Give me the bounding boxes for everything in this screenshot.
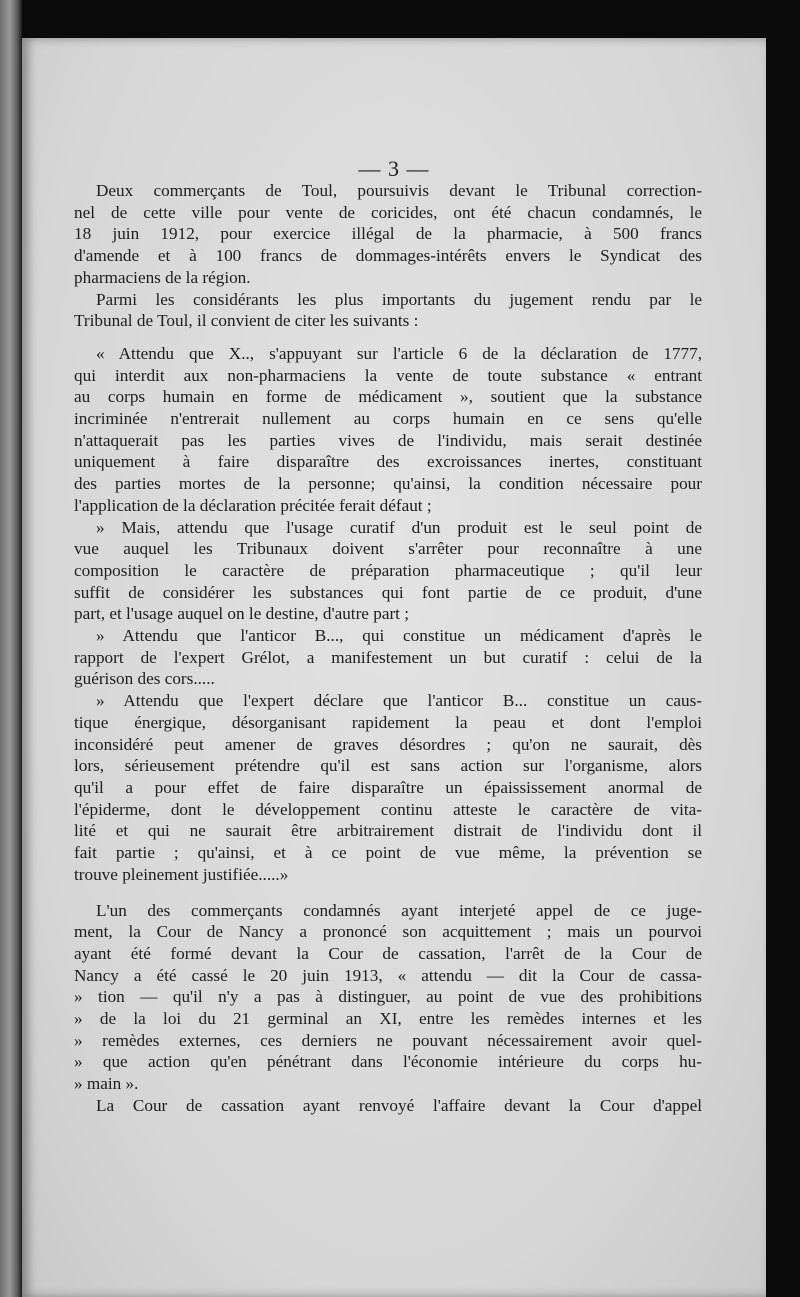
text-line: l'épiderme, dont le développement continu atteste le caractère de vita- <box>74 799 702 819</box>
text-line: nel de cette ville pour vente de coricides, ont été chacun condamnés, le <box>74 202 702 222</box>
text-line: pharmaciens de la région. <box>74 267 251 287</box>
text-line: l'application de la déclaration précitée ferait défaut ; <box>74 495 432 515</box>
text-line: 18 juin 1912, pour exercice illégal de la pharmacie, à 500 francs <box>74 224 702 244</box>
text-line: composition le caractère de préparation pharmaceutique ; qu'il leur <box>74 560 702 580</box>
text-line: vue auquel les Tribunaux doivent s'arrêter pour reconnaître à une <box>74 539 702 559</box>
text-line: trouve pleinement justifiée.....» <box>74 864 289 884</box>
text-line: » tion — qu'il n'y a pas à distinguer, au point de vue des prohibitions <box>74 987 702 1007</box>
paragraph <box>74 1095 702 1117</box>
text-line: rapport de l'expert Grélot, a manifestement un but curatif : celui de la <box>74 647 702 667</box>
text-line: au corps humain en forme de médicament », soutient que la substance <box>74 387 702 407</box>
page-number: — 3 — <box>358 156 430 181</box>
text-line: » remèdes externes, ces derniers ne pouvant nécessairement avoir quel- <box>74 1030 702 1050</box>
text-line: lité et qui ne saurait être arbitrairement distrait de l'individu dont il <box>74 821 702 841</box>
text-line: inconsidéré peut amener de graves désordres ; qu'on ne saurait, dès <box>74 734 702 754</box>
text-line: qu'il a pour effet de faire disparaître un épaississement anormal de <box>74 777 702 797</box>
body-text <box>74 180 702 1117</box>
text-line: Nancy a été cassé le 20 juin 1913, « attendu — dit la Cour de cassa- <box>74 965 702 985</box>
document-page <box>22 38 766 1297</box>
text-line: » que action qu'en pénétrant dans l'économie intérieure du corps hu- <box>74 1052 702 1072</box>
quoted-paragraph <box>74 690 702 885</box>
text-line: des parties mortes de la personne; qu'ainsi, la condition nécessaire pour <box>74 474 702 494</box>
text-line: d'amende et à 100 francs de dommages-intérêts envers le Syndicat des <box>74 246 702 266</box>
text-line: ment, la Cour de Nancy a prononcé son acquittement ; mais un pourvoi <box>74 922 702 942</box>
text-line: n'attaquerait pas les parties vives de l'individu, mais serait destinée <box>74 430 702 450</box>
paragraph <box>74 180 702 289</box>
text-line: fait partie ; qu'ainsi, et à ce point de vue même, la prévention se <box>74 843 702 863</box>
text-line: » de la loi du 21 germinal an XI, entre les remèdes internes et les <box>74 1009 702 1029</box>
scan-margin <box>766 0 800 1297</box>
text-line: » main ». <box>74 1074 139 1094</box>
text-line: « Attendu que X.., s'appuyant sur l'article 6 de la déclaration de 1777, <box>96 343 702 363</box>
text-line: La Cour de cassation ayant renvoyé l'affaire devant la Cour d'appel <box>96 1095 702 1115</box>
paragraph <box>74 900 702 1095</box>
text-line: qui interdit aux non-pharmaciens la vente de toute substance « entrant <box>74 365 702 385</box>
text-line: incriminée n'entrerait nullement au corps humain en ce sens qu'elle <box>74 409 702 429</box>
text-line: L'un des commerçants condamnés ayant interjeté appel de ce juge- <box>96 900 702 920</box>
previous-page-edge <box>0 0 22 1297</box>
quoted-paragraph <box>74 517 702 626</box>
text-line: ayant été formé devant la Cour de cassation, l'arrêt de la Cour de <box>74 943 702 963</box>
quoted-paragraph <box>74 625 702 690</box>
text-line: part, et l'usage auquel on le destine, d'autre part ; <box>74 604 410 624</box>
text-line: » Attendu que l'anticor B..., qui constitue un médicament d'après le <box>96 626 702 646</box>
text-line: Tribunal de Toul, il convient de citer les suivants : <box>74 311 419 331</box>
text-line: suffit de considérer les substances qui font partie de ce produit, d'une <box>74 582 702 602</box>
text-line: uniquement à faire disparaître des excroissances inertes, constituant <box>74 452 702 472</box>
text-line: Parmi les considérants les plus importants du jugement rendu par le <box>96 289 702 309</box>
text-line: Deux commerçants de Toul, poursuivis devant le Tribunal correction- <box>96 181 702 200</box>
text-line: » Mais, attendu que l'usage curatif d'un produit est le seul point de <box>96 517 702 537</box>
paragraph <box>74 289 702 332</box>
text-line: lors, sérieusement prétendre qu'il est sans action sur l'organisme, alors <box>74 756 702 776</box>
text-line: guérison des cors..... <box>74 669 215 689</box>
text-line: » Attendu que l'expert déclare que l'anticor B... constitue un caus- <box>96 691 702 711</box>
text-line: tique énergique, désorganisant rapidement la peau et dont l'emploi <box>74 712 702 732</box>
quoted-paragraph <box>74 343 702 517</box>
